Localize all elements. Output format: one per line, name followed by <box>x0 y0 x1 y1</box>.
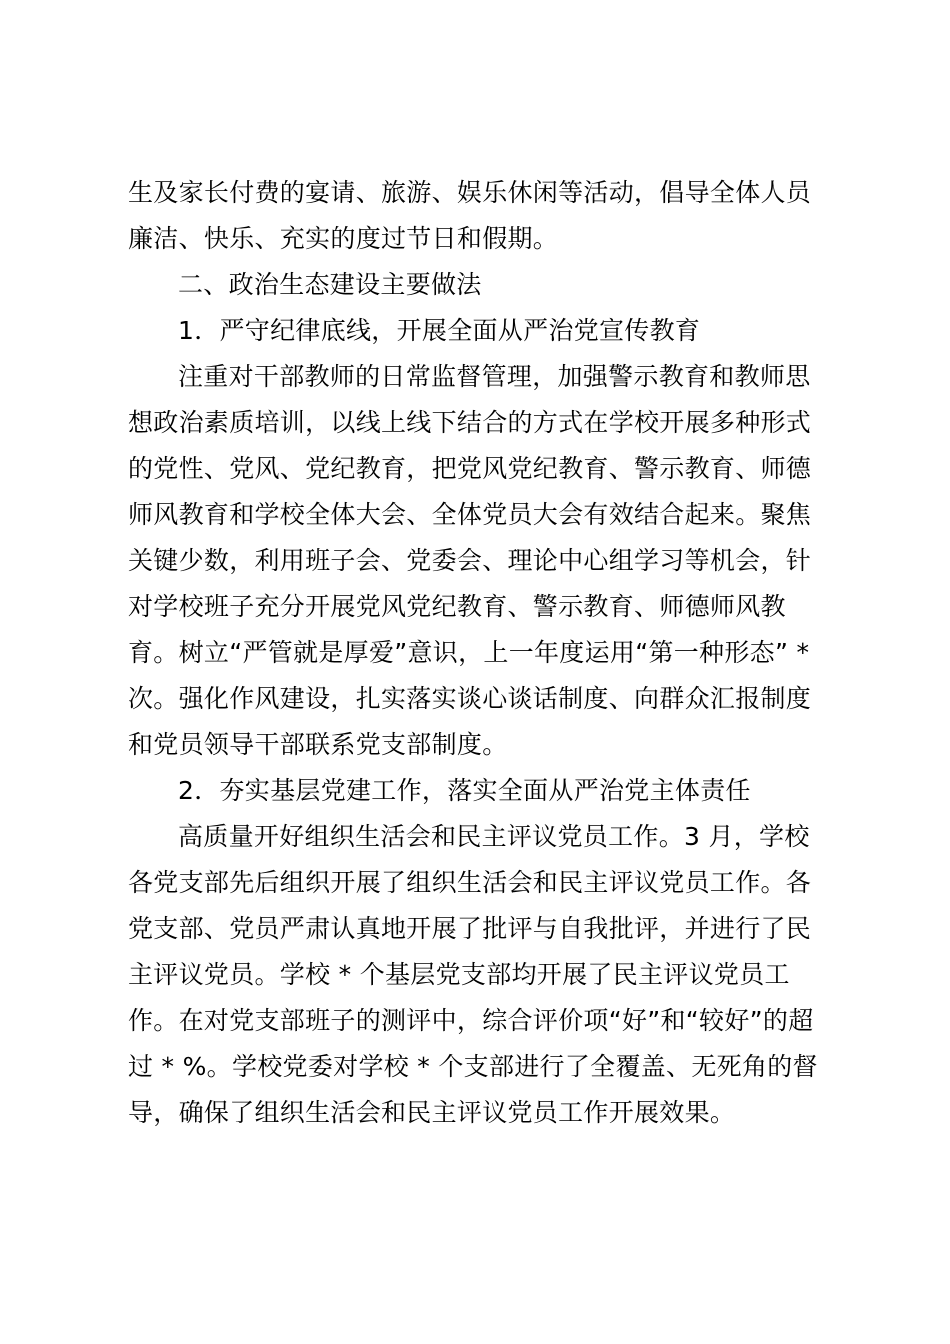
text-line: 过 * %。学校党委对学校 * 个支部进行了全覆盖、无死角的督 <box>128 1052 818 1081</box>
text-line: 导，确保了组织生活会和民主评议党员工作开展效果。 <box>128 1098 736 1127</box>
text-line: 关键少数，利用班子会、党委会、理论中心组学习等机会，针 <box>128 546 812 575</box>
text-line: 作。在对党支部班子的测评中，综合评价项“好”和“较好”的超 <box>128 1006 814 1035</box>
text-line: 生及家长付费的宴请、旅游、娱乐休闲等活动，倡导全体人员 <box>128 178 812 207</box>
text-line: 廉洁、快乐、充实的度过节日和假期。 <box>128 224 559 253</box>
text-line: 次。强化作风建设，扎实落实谈心谈话制度、向群众汇报制度 <box>128 684 812 713</box>
text-line: 和党员领导干部联系党支部制度。 <box>128 730 508 759</box>
text-line: 想政治素质培训，以线上线下结合的方式在学校开展多种形式 <box>128 408 812 437</box>
subsection-heading: 2．夯实基层党建工作，落实全面从严治党主体责任 <box>178 776 751 805</box>
text-line: 师风教育和学校全体大会、全体党员大会有效结合起来。聚焦 <box>128 500 812 529</box>
paragraph-first-line: 高质量开好组织生活会和民主评议党员工作。3 月，学校 <box>178 822 810 851</box>
section-heading: 二、政治生态建设主要做法 <box>178 270 482 299</box>
text-line: 育。树立“严管就是厚爱”意识，上一年度运用“第一种形态” * <box>128 638 810 667</box>
paragraph-first-line: 注重对干部教师的日常监督管理，加强警示教育和教师思 <box>178 362 811 391</box>
text-line: 各党支部先后组织开展了组织生活会和民主评议党员工作。各 <box>128 868 812 897</box>
text-line: 党支部、党员严肃认真地开展了批评与自我批评，并进行了民 <box>128 914 812 943</box>
subsection-heading: 1．严守纪律底线，开展全面从严治党宣传教育 <box>178 316 701 345</box>
text-line: 的党性、党风、党纪教育，把党风党纪教育、警示教育、师德 <box>128 454 812 483</box>
text-line: 主评议党员。学校 * 个基层党支部均开展了民主评议党员工 <box>128 960 790 989</box>
text-line: 对学校班子充分开展党风党纪教育、警示教育、师德师风教 <box>128 592 786 621</box>
